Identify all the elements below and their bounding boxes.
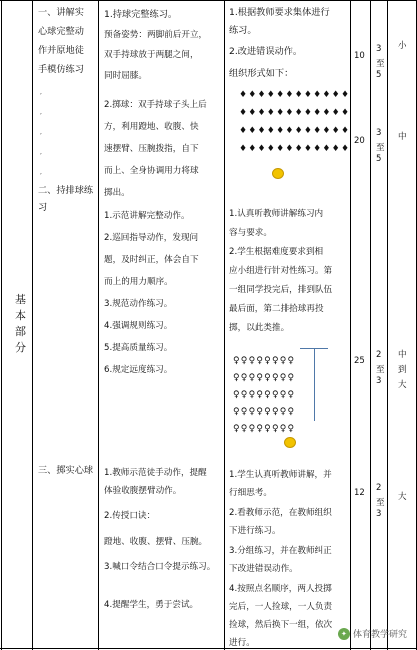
intensity-value-3c: 大: [398, 380, 407, 390]
student-c-line-3: 2.看教师示范，在教师组织: [229, 508, 332, 518]
teacher-smiley-icon-2: [284, 437, 296, 448]
teacher-s2-line-2: 速摆臂、压腕拨指，自下: [104, 144, 199, 154]
content-item-1-line-2: 心球完整动: [38, 26, 84, 37]
section-label-ji: 基本部分: [15, 293, 26, 354]
formation-dots-row-4: ♦♦♦♦♦♦♦♦♦♦♦♦: [239, 144, 351, 154]
teacher-s2-title: 2.掷球：双手持球子头上后: [104, 100, 207, 110]
paragraph-mark-1: ,: [40, 89, 42, 96]
content-item-2-line-1: 二、持排球练: [38, 185, 94, 196]
time-value-3: 25: [354, 356, 365, 366]
student-b-line-2: 容与要求。: [229, 228, 272, 238]
circle-row-5: ♀♀♀♀♀♀♀♀: [233, 424, 296, 434]
watermark-text: 体育教学研究: [352, 630, 407, 640]
teacher-s1-title: 1.持球完整练习。: [104, 9, 178, 20]
teacher-s4-line-2: 体验收腹摆臂动作。: [104, 486, 182, 496]
col-border-5: [370, 0, 371, 650]
paragraph-mark-5: ,: [40, 169, 42, 176]
reps-value-2c: 5: [376, 154, 382, 164]
time-value-2: 20: [354, 136, 365, 146]
student-c-line-6: 下改进错误动作。: [229, 564, 298, 574]
reps-value-4c: 3: [376, 509, 382, 519]
content-item-1-line-4: 手模仿练习: [38, 64, 84, 75]
teacher-s3-line-7: 5.提高质量练习。: [104, 343, 173, 353]
col-border-3: [224, 0, 225, 650]
col-border-0: [1, 0, 2, 650]
student-a-line-4: 组织形式如下：: [229, 68, 294, 79]
reps-value-3a: 2: [376, 350, 382, 360]
table-top-border: [0, 0, 417, 1]
circle-row-1: ♀♀♀♀♀♀♀♀: [233, 356, 296, 366]
teacher-s3-line-5: 3.规范动作练习。: [104, 299, 173, 309]
circle-row-2: ♀♀♀♀♀♀♀♀: [233, 373, 296, 383]
student-c-line-4: 下进行练习。: [229, 526, 281, 536]
circle-row-3: ♀♀♀♀♀♀♀♀: [233, 390, 296, 400]
teacher-s1-line-1: 预备姿势：两脚前后开立，: [104, 30, 208, 40]
col-border-1: [32, 0, 33, 650]
student-a-line-1: 1.根据教师要求集体进行: [229, 7, 330, 18]
teacher-s3-line-1: 1.示范讲解完整动作。: [104, 211, 190, 221]
throw-arrow-vertical: [314, 348, 315, 421]
teacher-s3-line-6: 4.强调规则练习。: [104, 321, 173, 331]
reps-value-1c: 5: [376, 70, 382, 80]
student-c-line-2: 行细思考。: [229, 488, 272, 498]
paragraph-mark-3: ,: [40, 129, 42, 136]
intensity-value-3b: 到: [398, 365, 407, 375]
content-item-1-line-3: 作并原地徒: [38, 45, 84, 56]
student-a-line-3: 2.改进错误动作。: [229, 46, 303, 57]
content-item-1-line-1: 一、讲解实: [38, 7, 84, 18]
student-c-line-8: 完后，一人捡球，一人负责: [229, 602, 333, 612]
paragraph-mark-4: ,: [40, 149, 42, 156]
student-b-line-4: 应小组进行针对性练习。第: [229, 266, 333, 276]
teacher-s3-line-8: 6.规定远度练习。: [104, 365, 173, 375]
intensity-value-2: 中: [398, 132, 407, 142]
student-c-line-9: 捡球，然后换下一组，依次: [229, 620, 333, 630]
circle-row-4: ♀♀♀♀♀♀♀♀: [233, 407, 296, 417]
teacher-s4-line-4: 蹬地、收腹、摆臂、压腕。: [104, 537, 208, 547]
intensity-value-1: 小: [398, 41, 407, 51]
intensity-value-4: 大: [398, 492, 407, 502]
teacher-s3-line-2: 2.巡回指导动作，发现问: [104, 233, 199, 243]
reps-value-1a: 3: [376, 44, 382, 54]
teacher-smiley-icon-1: [272, 168, 284, 179]
teacher-s1-line-2: 双手持球放于两腿之间，: [104, 50, 199, 60]
intensity-value-3a: 中: [398, 350, 407, 360]
reps-value-2b: 至: [376, 143, 385, 153]
table-bottom-border: [0, 648, 417, 649]
reps-value-2a: 3: [376, 128, 382, 138]
reps-value-4b: 至: [376, 498, 385, 508]
content-item-3: 三、掷实心球: [38, 465, 94, 476]
teacher-s2-line-3: 而上、全身协调用力将球: [104, 166, 199, 176]
time-value-4: 12: [354, 488, 365, 498]
col-border-6: [387, 0, 388, 650]
watermark-badge-icon: ✦: [338, 628, 350, 640]
student-a-line-2: 练习。: [229, 25, 257, 36]
teacher-s3-line-3: 题，及时纠正，体会自下: [104, 255, 199, 265]
reps-value-3c: 3: [376, 376, 382, 386]
student-c-line-10: 进行。: [229, 638, 255, 648]
teacher-s4-line-6: 4.提醒学生，勇于尝试。: [104, 600, 199, 610]
reps-value-3b: 至: [376, 365, 385, 375]
teacher-s2-line-4: 掷出。: [104, 188, 130, 198]
reps-value-1b: 至: [376, 59, 385, 69]
student-b-line-1: 1.认真听教师讲解练习内: [229, 209, 324, 219]
time-value-1: 10: [354, 51, 365, 61]
teacher-s3-line-4: 而上的用力顺序。: [104, 277, 173, 287]
teacher-s4-line-5: 3.喊口令结合口令提示练习。: [104, 562, 216, 572]
formation-dots-row-2: ♦♦♦♦♦♦♦♦♦♦♦♦: [239, 108, 351, 118]
student-c-line-7: 4.按照点名顺序，两人投掷: [229, 584, 332, 594]
formation-dots-row-1: ♦♦♦♦♦♦♦♦♦♦♦♦: [239, 90, 351, 100]
student-c-line-1: 1.学生认真听教师讲解，并: [229, 470, 332, 480]
col-border-2: [98, 0, 99, 650]
content-item-2-line-2: 习: [38, 202, 48, 213]
student-b-line-7: 掷，以此类推。: [229, 323, 290, 333]
teacher-s4-line-1: 1.教师示范徒手动作，提醒: [104, 468, 207, 478]
teacher-s1-line-3: 同时屈膝。: [104, 71, 147, 81]
student-b-line-5: 一组同学投完后，排到队伍: [229, 285, 333, 295]
student-b-line-6: 最后面，第二排拾球再投: [229, 304, 324, 314]
student-c-line-5: 3.分组练习，并在教师纠正: [229, 546, 332, 556]
reps-value-4a: 2: [376, 483, 382, 493]
formation-dots-row-3: ♦♦♦♦♦♦♦♦♦♦♦♦: [239, 126, 351, 136]
teacher-s4-line-3: 2.传授口诀：: [104, 511, 156, 521]
student-b-line-3: 2.学生根据难度要求到相: [229, 247, 324, 257]
teacher-s2-line-1: 方，利用蹬地、收腹、快: [104, 122, 199, 132]
paragraph-mark-2: ,: [40, 109, 42, 116]
watermark: [338, 627, 407, 640]
